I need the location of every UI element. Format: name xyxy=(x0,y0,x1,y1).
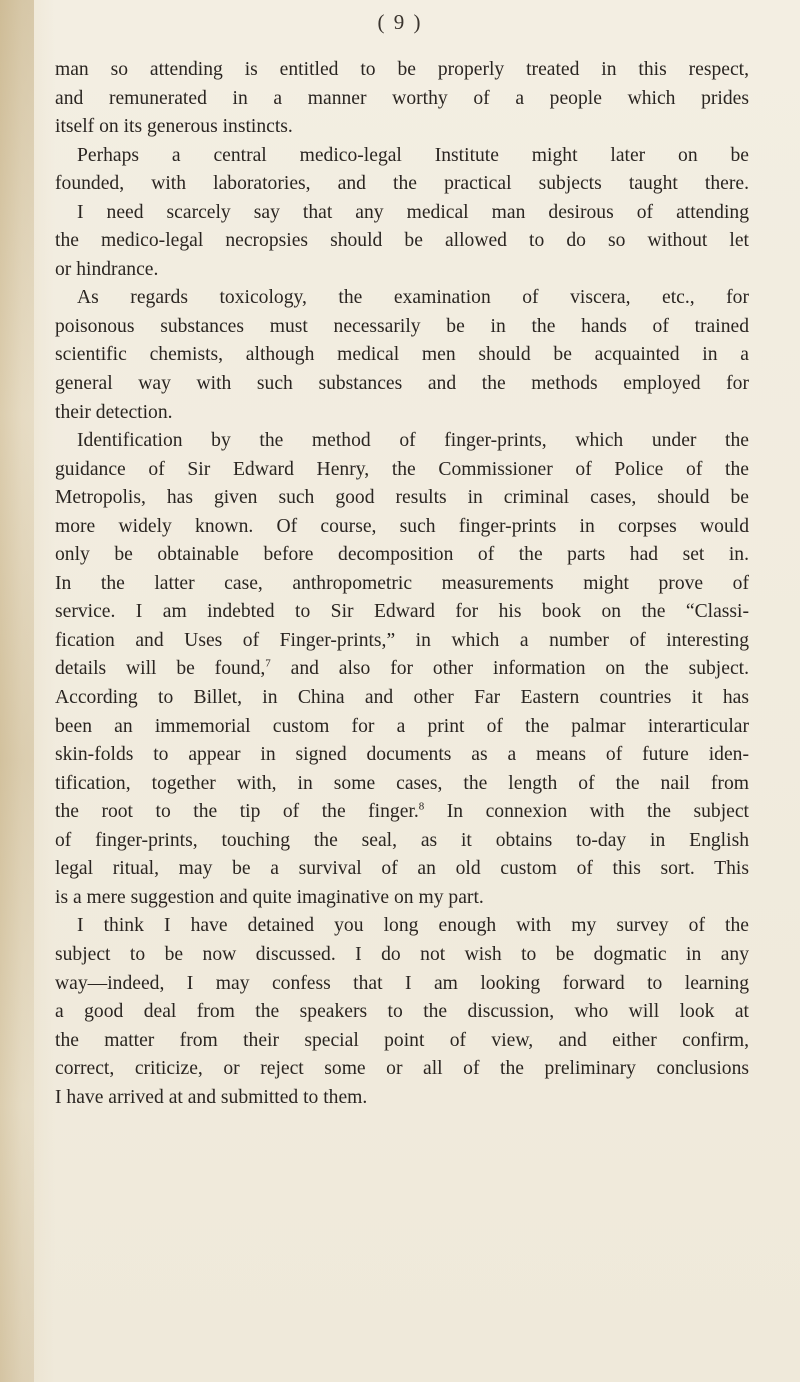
text-line: a good deal from the speakers to the discussion, who will look at xyxy=(55,1001,749,1023)
text-line: tification, together with, in some cases, the length of the nail from xyxy=(55,772,749,794)
text-line: more widely known. Of course, such finger-prints in corpses would xyxy=(55,515,749,537)
text-line: According to Billet, in China and other Far Eastern countries it has xyxy=(55,687,749,709)
text-line: itself on its generous instincts. xyxy=(55,116,293,138)
text-line-with-footnote xyxy=(55,798,749,827)
text-line: In the latter case, anthropometric measurements might prove of xyxy=(55,572,749,594)
text-line: fication and Uses of Finger-prints,” in which a number of interesting xyxy=(55,629,749,651)
text-line: Identification by the method of finger-prints, which under the xyxy=(77,430,749,452)
text-line: correct, criticize, or reject some or all of the preliminary conclusions xyxy=(55,1058,749,1080)
text-line: or hindrance. xyxy=(55,258,159,280)
text-line: been an immemorial custom for a print of the palmar interarticular xyxy=(55,715,749,737)
text-line: As regards toxicology, the examination of viscera, etc., for xyxy=(77,287,749,309)
footnote-marker: 8 xyxy=(418,800,425,813)
text-line: scientific chemists, although medical men should be acquainted in a xyxy=(55,344,749,366)
text-line: I need scarcely say that any medical man desirous of attending xyxy=(77,201,749,223)
text-line: their detection. xyxy=(55,401,173,423)
text-segment: the root to the tip of the finger. xyxy=(55,801,419,823)
text-line: subject to be now discussed. I do not wish to be dogmatic in any xyxy=(55,943,749,965)
body-text xyxy=(55,56,749,1112)
text-line: poisonous substances must necessarily be in the hands of trained xyxy=(55,315,749,337)
text-line: legal ritual, may be a survival of an old custom of this sort. This xyxy=(55,858,749,880)
text-line: way—indeed, I may confess that I am looking forward to learning xyxy=(55,972,749,994)
text-line: founded, with laboratories, and the practical subjects taught there. xyxy=(55,173,749,195)
text-line: Perhaps a central medico-legal Institute might later on be xyxy=(77,144,749,166)
text-line: skin-folds to appear in signed documents as a means of future iden- xyxy=(55,744,749,766)
text-line: guidance of Sir Edward Henry, the Commissioner of Police of the xyxy=(55,458,749,480)
text-line: general way with such substances and the methods employed for xyxy=(55,373,749,395)
page-number: ( 9 ) xyxy=(377,10,423,34)
text-line: I have arrived at and submitted to them. xyxy=(55,1086,368,1108)
text-line: service. I am indebted to Sir Edward for his book on the “Classi- xyxy=(55,601,749,623)
text-line: the matter from their special point of view, and either confirm, xyxy=(55,1029,749,1051)
text-line: Metropolis, has given such good results in criminal cases, should be xyxy=(55,487,749,509)
text-segment: and also for other information on the subject. xyxy=(270,658,749,680)
text-line: only be obtainable before decomposition of the parts had set in. xyxy=(55,544,749,566)
text-segment: In connexion with the subject xyxy=(424,801,749,823)
text-line: is a mere suggestion and quite imaginative on my part. xyxy=(55,886,484,908)
text-line: of finger-prints, touching the seal, as it obtains to-day in English xyxy=(55,829,749,851)
text-line-with-footnote xyxy=(55,655,749,684)
text-line: the medico-legal necropsies should be allowed to do so without let xyxy=(55,230,749,252)
text-line: and remunerated in a manner worthy of a people which prides xyxy=(55,87,749,109)
text-line: man so attending is entitled to be properly treated in this respect, xyxy=(55,59,749,80)
text-segment: details will be found, xyxy=(55,658,266,680)
text-line: I think I have detained you long enough with my survey of the xyxy=(77,915,749,937)
page-edge-stain xyxy=(0,0,34,1382)
footnote-marker: 7 xyxy=(265,657,271,670)
